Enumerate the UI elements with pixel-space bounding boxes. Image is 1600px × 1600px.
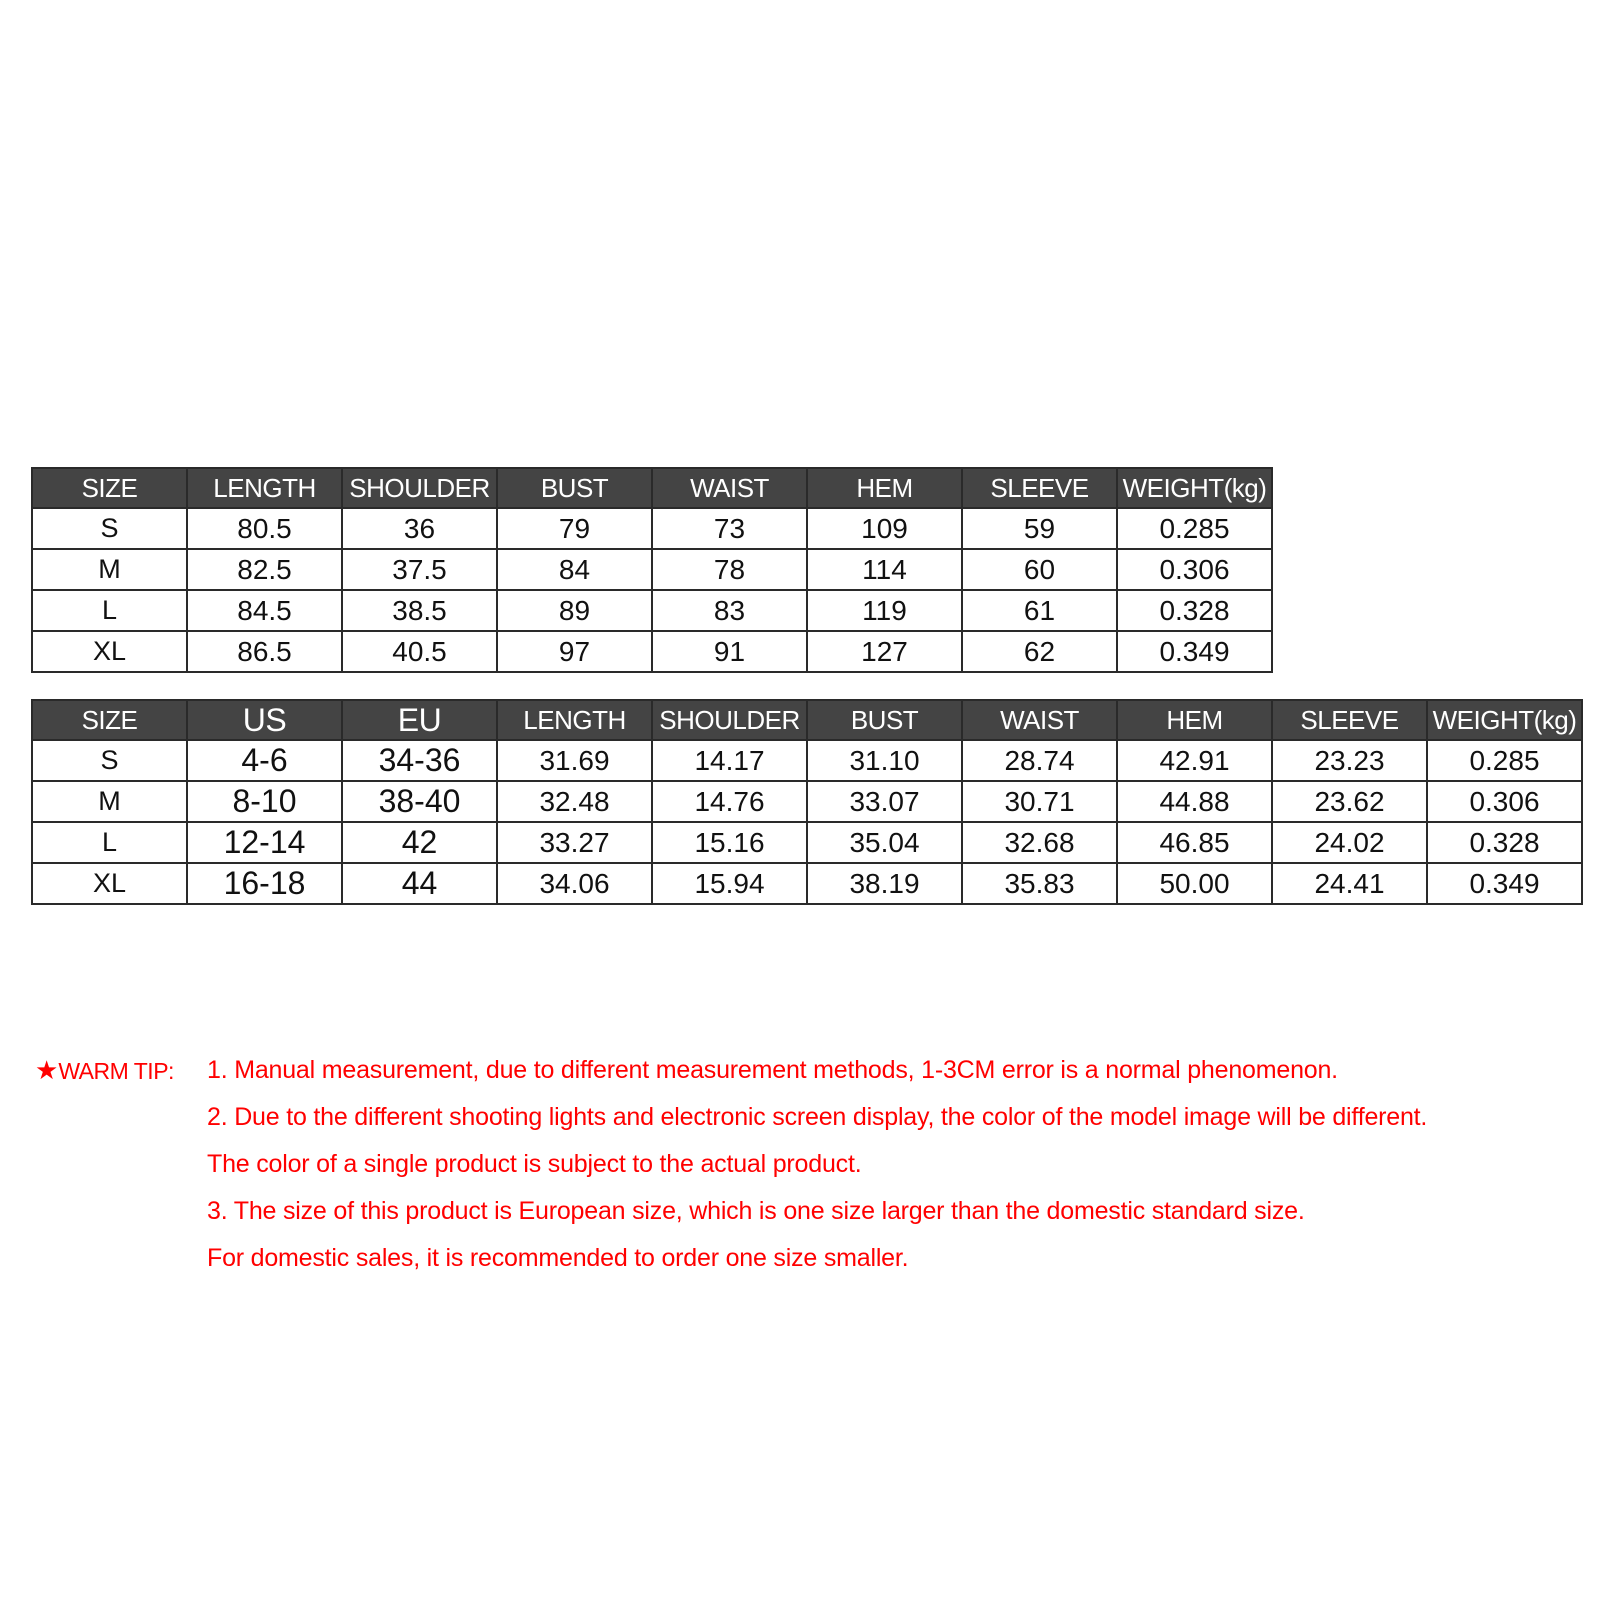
table-cell: 97 (497, 631, 652, 672)
table-cell: 83 (652, 590, 807, 631)
table-cell: 73 (652, 508, 807, 549)
column-header-sleeve: SLEEVE (962, 468, 1117, 508)
table-cell: M (32, 781, 187, 822)
table-cell: 59 (962, 508, 1117, 549)
table-cell: 44 (342, 863, 497, 904)
table-cell: 109 (807, 508, 962, 549)
column-header-bust: BUST (497, 468, 652, 508)
table-cell: 0.349 (1427, 863, 1582, 904)
table-cell: 86.5 (187, 631, 342, 672)
column-header-eu: EU (342, 700, 497, 740)
table-cell: 23.62 (1272, 781, 1427, 822)
warm-tip-line: The color of a single product is subject to the actual product. (207, 1150, 862, 1178)
table-row (32, 781, 1582, 822)
column-header-sleeve: SLEEVE (1272, 700, 1427, 740)
warm-tip-label: WARM TIP: (58, 1058, 174, 1084)
column-header-size: SIZE (32, 700, 187, 740)
table-cell: 44.88 (1117, 781, 1272, 822)
table-cell: 36 (342, 508, 497, 549)
table-cell: 42.91 (1117, 740, 1272, 781)
table-cell: XL (32, 863, 187, 904)
warm-tip-lines (207, 1055, 1427, 1290)
table-cell: 0.306 (1117, 549, 1272, 590)
table-row (32, 631, 1272, 672)
column-header-length: LENGTH (497, 700, 652, 740)
table-cell: S (32, 740, 187, 781)
table-cell: 31.69 (497, 740, 652, 781)
table-cell: 60 (962, 549, 1117, 590)
warm-tip-line: 3. The size of this product is European size, which is one size larger than the domestic standard size. (207, 1197, 1305, 1225)
table-cell: 79 (497, 508, 652, 549)
table-cell: 0.285 (1427, 740, 1582, 781)
table-cell: 62 (962, 631, 1117, 672)
table-cell: 15.16 (652, 822, 807, 863)
table-cell: 34.06 (497, 863, 652, 904)
table-cell: 15.94 (652, 863, 807, 904)
table-cell: 32.68 (962, 822, 1117, 863)
warm-tip-heading (35, 1055, 174, 1086)
table-row (32, 508, 1272, 549)
table-cell: 61 (962, 590, 1117, 631)
table-cell: 37.5 (342, 549, 497, 590)
table-cell: S (32, 508, 187, 549)
table-header-row (32, 468, 1272, 508)
table-row (32, 822, 1582, 863)
table-cell: 35.04 (807, 822, 962, 863)
table-cell: 31.10 (807, 740, 962, 781)
table-cell: 80.5 (187, 508, 342, 549)
table-cell: 42 (342, 822, 497, 863)
table-cell: 35.83 (962, 863, 1117, 904)
table-cell: 30.71 (962, 781, 1117, 822)
table-cell: 12-14 (187, 822, 342, 863)
table-cell: 127 (807, 631, 962, 672)
column-header-waist: WAIST (652, 468, 807, 508)
table-cell: 28.74 (962, 740, 1117, 781)
table-row (32, 549, 1272, 590)
table-cell: 84.5 (187, 590, 342, 631)
table-header-row (32, 700, 1582, 740)
column-header-hem: HEM (807, 468, 962, 508)
table-cell: 24.41 (1272, 863, 1427, 904)
table-cell: 34-36 (342, 740, 497, 781)
warm-tip-line: 2. Due to the different shooting lights and electronic screen display, the color of the model image will be different. (207, 1103, 1428, 1131)
star-icon: ★ (35, 1055, 59, 1085)
table-cell: 119 (807, 590, 962, 631)
table-cell: 16-18 (187, 863, 342, 904)
column-header-shoulder: SHOULDER (342, 468, 497, 508)
table-cell: 0.328 (1427, 822, 1582, 863)
column-header-size: SIZE (32, 468, 187, 508)
column-header-waist: WAIST (962, 700, 1117, 740)
table-cell: 33.27 (497, 822, 652, 863)
column-header-shoulder: SHOULDER (652, 700, 807, 740)
column-header-hem: HEM (1117, 700, 1272, 740)
table-cell: 46.85 (1117, 822, 1272, 863)
table-cell: 4-6 (187, 740, 342, 781)
table-cell: 32.48 (497, 781, 652, 822)
warm-tip-line: 1. Manual measurement, due to different measurement methods, 1-3CM error is a normal phenomenon. (207, 1056, 1338, 1084)
column-header-bust: BUST (807, 700, 962, 740)
column-header-us: US (187, 700, 342, 740)
table-cell: 114 (807, 549, 962, 590)
table-cell: L (32, 590, 187, 631)
table-row (32, 863, 1582, 904)
table-cell: 84 (497, 549, 652, 590)
column-header-weight: WEIGHT(kg) (1427, 700, 1582, 740)
table-cell: M (32, 549, 187, 590)
table-row (32, 590, 1272, 631)
size-table-inch (31, 699, 1583, 905)
column-header-length: LENGTH (187, 468, 342, 508)
table-cell: 14.17 (652, 740, 807, 781)
size-table-cm (31, 467, 1273, 673)
table-cell: L (32, 822, 187, 863)
table-cell: 0.306 (1427, 781, 1582, 822)
table-cell: 0.328 (1117, 590, 1272, 631)
table-row (32, 740, 1582, 781)
table-cell: XL (32, 631, 187, 672)
table-cell: 38-40 (342, 781, 497, 822)
table-cell: 8-10 (187, 781, 342, 822)
table-cell: 78 (652, 549, 807, 590)
table-cell: 50.00 (1117, 863, 1272, 904)
table-cell: 23.23 (1272, 740, 1427, 781)
table-cell: 38.5 (342, 590, 497, 631)
table-cell: 89 (497, 590, 652, 631)
warm-tip-line: For domestic sales, it is recommended to order one size smaller. (207, 1244, 909, 1272)
table-cell: 14.76 (652, 781, 807, 822)
table-cell: 33.07 (807, 781, 962, 822)
table-cell: 91 (652, 631, 807, 672)
column-header-weight: WEIGHT(kg) (1117, 468, 1272, 508)
table-cell: 82.5 (187, 549, 342, 590)
table-cell: 0.349 (1117, 631, 1272, 672)
table-cell: 40.5 (342, 631, 497, 672)
table-cell: 24.02 (1272, 822, 1427, 863)
table-cell: 38.19 (807, 863, 962, 904)
table-cell: 0.285 (1117, 508, 1272, 549)
